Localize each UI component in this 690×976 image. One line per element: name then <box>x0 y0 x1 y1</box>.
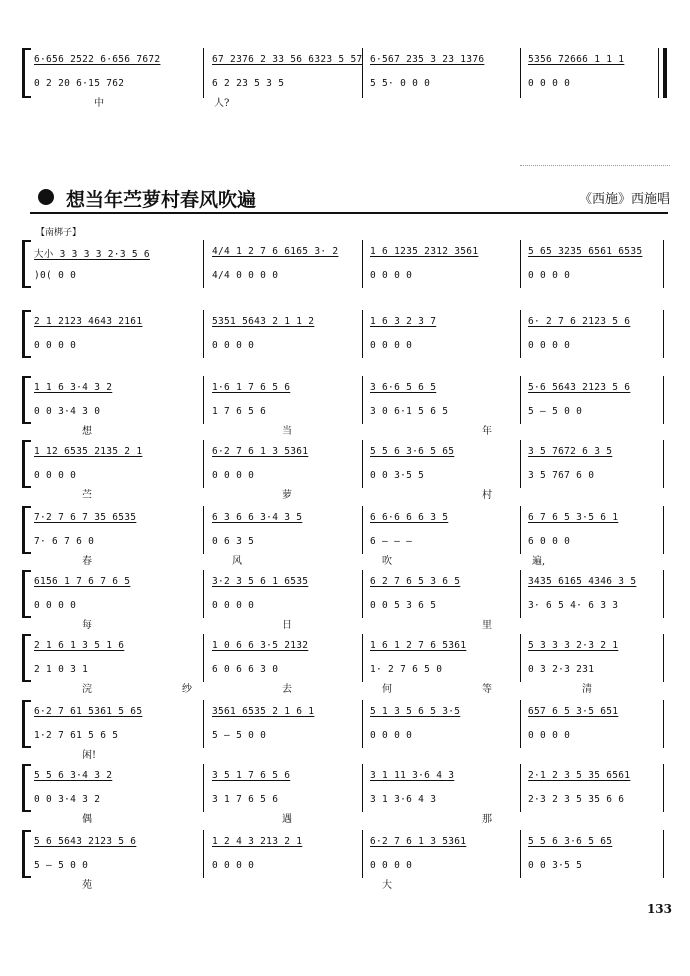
upper-measure: 2 1 6 1 3 5 1 6 <box>34 640 125 651</box>
upper-measure: 3·2 3 5 6 1 6535 <box>212 576 309 587</box>
upper-measure: 657 6 5 3·5 651 <box>528 706 619 717</box>
bullet-icon <box>38 189 54 205</box>
upper-measure: 1 12 6535 2135 2 1 <box>34 446 143 457</box>
barline <box>203 570 204 618</box>
upper-measure: 5 65 3235 6561 6535 <box>528 246 643 257</box>
title-block <box>30 183 670 213</box>
upper-measure: 6· 2 7 6 2123 5 6 <box>528 316 631 327</box>
lower-measure: 0 0 5 3 6 5 <box>370 600 437 611</box>
lower-measure: 0 0 0 0 <box>34 340 77 351</box>
lyric: 当 <box>282 426 292 437</box>
barline <box>663 570 664 618</box>
barline <box>520 764 521 812</box>
lower-measure: 0 0 0 0 <box>34 470 77 481</box>
score-system <box>22 240 672 300</box>
score-system <box>22 376 672 436</box>
system-bracket <box>22 48 31 98</box>
score-system <box>22 634 672 694</box>
barline <box>203 376 204 424</box>
system-bracket <box>22 634 31 682</box>
final-barline <box>663 48 667 98</box>
barline <box>520 310 521 358</box>
lower-measure: 0 2 20 6·15 762 <box>34 78 125 89</box>
lyric: 纱 <box>182 684 192 695</box>
barline <box>362 634 363 682</box>
lower-measure: 0 0 0 0 <box>528 78 571 89</box>
barline <box>663 506 664 554</box>
system-bracket <box>22 310 31 358</box>
upper-measure: 5351 5643 2 1 1 2 <box>212 316 315 327</box>
upper-measure: 大小 3 3 3 3 2·3 5 6 <box>34 249 150 260</box>
system-bracket <box>22 764 31 812</box>
lyric: 偶 <box>82 814 92 825</box>
barline <box>203 240 204 288</box>
upper-measure: 1 6 3 2 3 7 <box>370 316 437 327</box>
lyric: 浣 <box>82 684 92 695</box>
lower-measure: 6 0 6 6 3 0 <box>212 664 279 675</box>
lower-measure: 6 2 23 5 3 5 <box>212 78 285 89</box>
lyric: 里 <box>482 620 492 631</box>
lyric: 日 <box>282 620 292 631</box>
lower-measure: 1· 2 7 6 5 0 <box>370 664 443 675</box>
barline <box>663 764 664 812</box>
lyric: 年 <box>482 426 492 437</box>
upper-measure: 1 1 6 3·4 3 2 <box>34 382 113 393</box>
lyric: 苑 <box>82 880 92 891</box>
score-system <box>22 764 672 824</box>
barline <box>663 700 664 748</box>
lower-measure: 0 0 3·5 5 <box>528 860 583 871</box>
lower-measure: 5 5· 0 0 0 <box>370 78 431 89</box>
upper-measure: 3435 6165 4346 3 5 <box>528 576 637 587</box>
upper-measure: 3 5 1 7 6 5 6 <box>212 770 291 781</box>
barline <box>362 700 363 748</box>
lower-measure: 0 0 0 0 <box>528 730 571 741</box>
lower-measure: 0 6 3 5 <box>212 536 255 547</box>
upper-measure: 5 3 3 3 2·3 2 1 <box>528 640 619 651</box>
lower-measure: 4/4 0 0 0 0 <box>212 270 279 281</box>
barline <box>520 440 521 488</box>
upper-measure: 1·6 1 7 6 5 6 <box>212 382 291 393</box>
lower-measure: 0 0 0 0 <box>528 340 571 351</box>
thin-final-barline <box>658 48 659 98</box>
upper-measure: 1 6 1235 2312 3561 <box>370 246 479 257</box>
mode-label: 【南梆子】 <box>36 228 82 238</box>
score-system <box>22 830 672 890</box>
upper-measure: 5 1 3 5 6 5 3·5 <box>370 706 461 717</box>
lower-measure: 0 0 0 0 <box>212 340 255 351</box>
upper-measure: 3 6·6 5 6 5 <box>370 382 437 393</box>
barline <box>520 570 521 618</box>
upper-measure: 2 1 2123 4643 2161 <box>34 316 143 327</box>
score-system <box>22 506 672 566</box>
upper-measure: 1 2 4 3 213 2 1 <box>212 836 303 847</box>
upper-measure: 6156 1 7 6 7 6 5 <box>34 576 131 587</box>
score-system <box>22 440 672 500</box>
barline <box>203 830 204 878</box>
upper-measure: 67 2376 2 33 56 6323 5 57 <box>212 54 363 65</box>
upper-measure: 3 1 11 3·6 4 3 <box>370 770 455 781</box>
lower-measure: 0 3 2·3 231 <box>528 664 595 675</box>
lyric: 何 <box>382 684 392 695</box>
first-system <box>22 48 672 110</box>
title-rule <box>30 212 668 214</box>
upper-measure: 2·1 2 3 5 35 6561 <box>528 770 631 781</box>
lower-measure: 7· 6 7 6 0 <box>34 536 95 547</box>
barline <box>362 764 363 812</box>
lower-measure: 6 — — — <box>370 536 413 547</box>
barline <box>663 240 664 288</box>
upper-measure: 6 7 6 5 3·5 6 1 <box>528 512 619 523</box>
lyric: 春 <box>82 556 92 567</box>
barline <box>203 310 204 358</box>
score-system <box>22 310 672 370</box>
upper-measure: 5 5 6 3·6 5 65 <box>528 836 613 847</box>
lyric: 每 <box>82 620 92 631</box>
lower-measure: 0 0 0 0 <box>370 860 413 871</box>
system-bracket <box>22 240 31 288</box>
lower-measure: 5 — 5 0 0 <box>34 860 89 871</box>
upper-measure: 6 3 6 6 3·4 3 5 <box>212 512 303 523</box>
lower-measure: 0 0 0 0 <box>370 730 413 741</box>
lower-measure: 0 0 0 0 <box>370 340 413 351</box>
lower-measure: 3 5 767 6 0 <box>528 470 595 481</box>
lower-measure: )0( 0 0 <box>34 270 77 281</box>
upper-measure: 6 2 7 6 5 3 6 5 <box>370 576 461 587</box>
lower-measure: 1·2 7 61 5 6 5 <box>34 730 119 741</box>
lyric: 人? <box>214 98 230 109</box>
upper-measure: 5·6 5643 2123 5 6 <box>528 382 631 393</box>
lower-measure: 1 7 6 5 6 <box>212 406 267 417</box>
upper-measure: 3561 6535 2 1 6 1 <box>212 706 315 717</box>
score-system <box>22 570 672 630</box>
barline <box>520 506 521 554</box>
upper-measure: 6·2 7 61 5361 5 65 <box>34 706 143 717</box>
lower-measure: 0 0 0 0 <box>212 600 255 611</box>
system-bracket <box>22 440 31 488</box>
lower-measure: 5 — 5 0 0 <box>212 730 267 741</box>
lyric: 去 <box>282 684 292 695</box>
page-number: 133 <box>646 902 672 916</box>
lower-measure: 0 0 0 0 <box>34 600 77 611</box>
barline <box>362 506 363 554</box>
upper-measure: 1 6 1 2 7 6 5361 <box>370 640 467 651</box>
lyric: 等 <box>482 684 492 695</box>
barline <box>203 440 204 488</box>
barline <box>520 48 521 98</box>
system-bracket <box>22 700 31 748</box>
barline <box>520 700 521 748</box>
upper-measure: 4/4 1 2 7 6 6165 3· 2 <box>212 246 339 257</box>
barline <box>663 830 664 878</box>
upper-measure: 6·2 7 6 1 3 5361 <box>370 836 467 847</box>
lower-measure: 0 0 0 0 <box>370 270 413 281</box>
upper-measure: 3 5 7672 6 3 5 <box>528 446 613 457</box>
barline <box>663 634 664 682</box>
score-system <box>22 700 672 760</box>
barline <box>362 570 363 618</box>
upper-measure: 6 6·6 6 6 3 5 <box>370 512 449 523</box>
lyric: 萝 <box>282 490 292 501</box>
barline <box>362 440 363 488</box>
lyric: 大 <box>382 880 392 891</box>
title-source: 《西施》西施唱 <box>578 192 670 207</box>
lyric: 闲! <box>82 750 97 761</box>
barline <box>520 240 521 288</box>
lower-measure: 6 0 0 0 <box>528 536 571 547</box>
system-bracket <box>22 376 31 424</box>
upper-measure: 1 0 6 6 3·5 2132 <box>212 640 309 651</box>
barline <box>362 310 363 358</box>
lower-measure: 2·3 2 3 5 35 6 6 <box>528 794 625 805</box>
system-bracket <box>22 830 31 878</box>
lower-measure: 3 0 6·1 5 6 5 <box>370 406 449 417</box>
barline <box>362 830 363 878</box>
lyric: 吹 <box>382 556 392 567</box>
dotted-rule <box>520 165 670 166</box>
lower-measure: 0 0 3·4 3 0 <box>34 406 101 417</box>
lower-measure: 3· 6 5 4· 6 3 3 <box>528 600 619 611</box>
lower-measure: 0 0 3·5 5 <box>370 470 425 481</box>
barline <box>203 48 204 98</box>
lyric: 那 <box>482 814 492 825</box>
system-bracket <box>22 506 31 554</box>
lower-measure: 0 0 0 0 <box>212 860 255 871</box>
upper-measure: 5 5 6 3·6 5 65 <box>370 446 455 457</box>
barline <box>203 506 204 554</box>
upper-measure: 5 5 6 3·4 3 2 <box>34 770 113 781</box>
lower-measure: 0 0 3·4 3 2 <box>34 794 101 805</box>
barline <box>203 634 204 682</box>
upper-measure: 5356 72666 1 1 1 <box>528 54 625 65</box>
barline <box>362 376 363 424</box>
lyric: 苎 <box>82 490 92 501</box>
barline <box>663 440 664 488</box>
barline <box>203 700 204 748</box>
upper-measure: 7·2 7 6 7 35 6535 <box>34 512 137 523</box>
lower-measure: 3 1 3·6 4 3 <box>370 794 437 805</box>
page-title: 想当年苎萝村春风吹遍 <box>66 189 257 211</box>
lyric: 中 <box>94 98 104 109</box>
lyric: 清 <box>582 684 592 695</box>
barline <box>520 634 521 682</box>
barline <box>362 240 363 288</box>
barline <box>663 376 664 424</box>
upper-measure: 6·2 7 6 1 3 5361 <box>212 446 309 457</box>
barline <box>203 764 204 812</box>
lyric: 遇 <box>282 814 292 825</box>
system-bracket <box>22 570 31 618</box>
upper-measure: 6·567 235 3 23 1376 <box>370 54 485 65</box>
barline <box>520 830 521 878</box>
lower-measure: 0 0 0 0 <box>528 270 571 281</box>
barline <box>520 376 521 424</box>
lyric: 遍, <box>532 556 546 567</box>
lyric: 风 <box>232 556 242 567</box>
lower-measure: 3 1 7 6 5 6 <box>212 794 279 805</box>
upper-measure: 6·656 2522 6·656 7672 <box>34 54 161 65</box>
lower-measure: 2 1 0 3 1 <box>34 664 89 675</box>
lyric: 村 <box>482 490 492 501</box>
upper-measure: 5 6 5643 2123 5 6 <box>34 836 137 847</box>
lower-measure: 0 0 0 0 <box>212 470 255 481</box>
barline <box>663 310 664 358</box>
lower-measure: 5 — 5 0 0 <box>528 406 583 417</box>
lyric: 想 <box>82 426 92 437</box>
